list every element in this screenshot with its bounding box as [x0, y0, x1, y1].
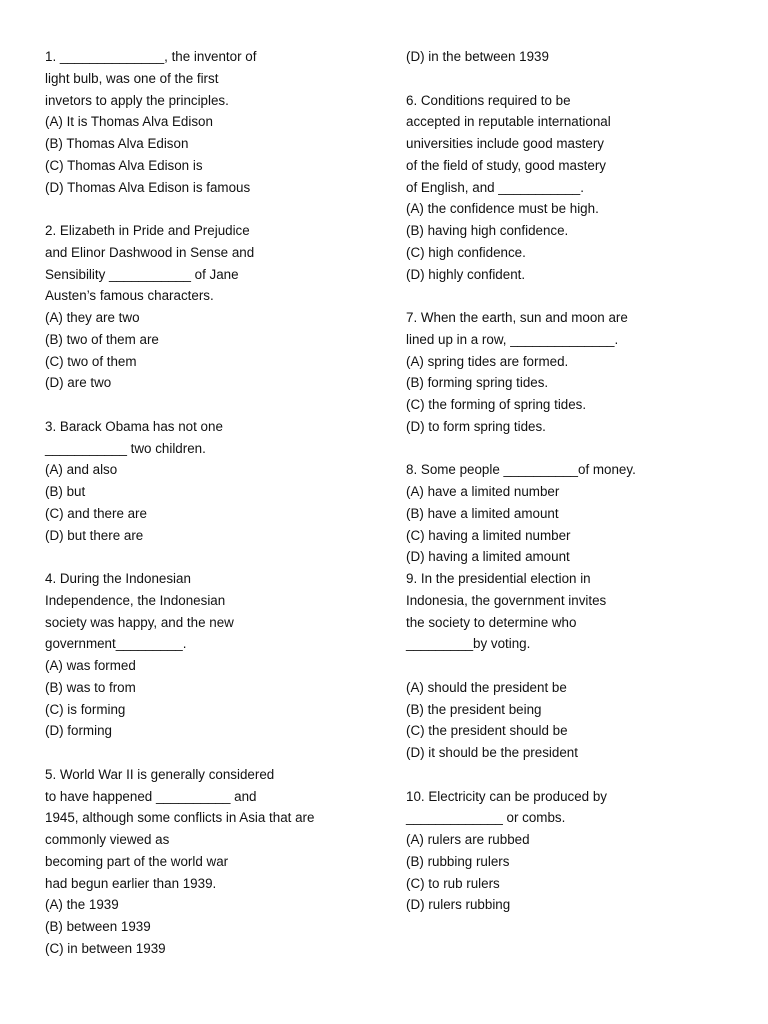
- question-text-line: of English, and ___________.: [406, 179, 584, 195]
- answer-option: (B) the president being: [406, 701, 542, 717]
- question-text-line: government_________.: [45, 636, 187, 652]
- answer-option: (A) spring tides are formed.: [406, 353, 569, 369]
- answer-option: (C) is forming: [45, 701, 126, 717]
- question-text-line: _________by voting.: [406, 636, 531, 652]
- spacer: [406, 764, 736, 786]
- question-block: [406, 90, 736, 286]
- answer-option: (B) Thomas Alva Edison: [45, 136, 189, 151]
- answer-option: (B) but: [45, 484, 86, 499]
- question-text-line: Sensibility ___________ of Jane: [45, 266, 239, 282]
- question-text-line: ___________ two children.: [45, 440, 206, 456]
- answer-option: (A) was formed: [45, 658, 136, 673]
- question-block: [406, 568, 736, 764]
- answer-option: (B) two of them are: [45, 331, 159, 347]
- answer-option: (A) have a limited number: [406, 484, 560, 499]
- answer-option: (C) the forming of spring tides.: [406, 397, 587, 412]
- question-block: [45, 568, 365, 742]
- question-text-line: 3. Barack Obama has not one: [45, 418, 223, 434]
- question-text-line: becoming part of the world war: [45, 853, 229, 869]
- answer-option: (D) highly confident.: [406, 266, 526, 282]
- left-column: [45, 46, 365, 960]
- spacer: [45, 394, 365, 416]
- spacer: [45, 198, 365, 220]
- question-text-line: of the field of study, good mastery: [406, 157, 606, 173]
- spacer: [406, 438, 736, 460]
- question-text-line: 8. Some people __________of money.: [406, 462, 636, 478]
- answer-option: (B) have a limited amount: [406, 505, 559, 521]
- answer-option: (B) forming spring tides.: [406, 375, 549, 391]
- answer-option: (C) two of them: [45, 353, 137, 369]
- answer-option: (A) rulers are rubbed: [406, 832, 530, 847]
- answer-option: (C) in between 1939: [45, 940, 166, 956]
- question-text-line: 1945, although some conflicts in Asia that are: [45, 810, 315, 826]
- question-text-line: invetors to apply the principles.: [45, 92, 229, 108]
- spacer: [45, 546, 365, 568]
- answer-option: (D) to form spring tides.: [406, 418, 546, 434]
- question-block: [45, 764, 365, 960]
- answer-option: (D) Thomas Alva Edison is famous: [45, 179, 251, 195]
- answer-option: (B) was to from: [45, 679, 136, 695]
- question-block: [406, 307, 736, 438]
- question-text-line: 2. Elizabeth in Pride and Prejudice: [45, 223, 250, 238]
- answer-option: (B) between 1939: [45, 919, 151, 934]
- question-text-line: Independence, the Indonesian: [45, 592, 226, 608]
- right-column: [406, 46, 736, 916]
- question-text-line: commonly viewed as: [45, 832, 170, 847]
- answer-option: (A) the confidence must be high.: [406, 201, 599, 217]
- question-text-line: 4. During the Indonesian: [45, 571, 191, 586]
- answer-option: (A) the 1939: [45, 897, 119, 913]
- answer-option: (C) and there are: [45, 505, 147, 521]
- question-text-line: had begun earlier than 1939.: [45, 875, 217, 891]
- question-block: [45, 46, 365, 198]
- answer-option: (B) rubbing rulers: [406, 853, 510, 869]
- answer-option: (C) having a limited number: [406, 527, 571, 543]
- answer-option: (A) should the president be: [406, 679, 567, 695]
- question-text-line: 9. In the presidential election in: [406, 571, 591, 586]
- question-text-line: lined up in a row, ______________.: [406, 331, 619, 347]
- answer-option: (D) in the between 1939: [406, 49, 549, 64]
- answer-option: (C) the president should be: [406, 723, 568, 739]
- answer-option: (D) rulers rubbing: [406, 897, 511, 913]
- spacer: [45, 742, 365, 764]
- question-block: [45, 220, 365, 394]
- question-text-line: 1. ______________, the inventor of: [45, 49, 257, 64]
- answer-option: (A) and also: [45, 462, 118, 478]
- answer-option: (C) high confidence.: [406, 244, 526, 260]
- answer-option: (A) they are two: [45, 310, 140, 325]
- question-block: [45, 416, 365, 547]
- question-text-line: society was happy, and the new: [45, 614, 234, 630]
- question-text-line: 10. Electricity can be produced by: [406, 788, 607, 804]
- question-text-line: 6. Conditions required to be: [406, 92, 571, 108]
- question-text-line: 5. World War II is generally considered: [45, 766, 275, 782]
- answer-option: (D) but there are: [45, 527, 144, 543]
- spacer: [406, 285, 736, 307]
- question-text-line: 7. When the earth, sun and moon are: [406, 310, 628, 325]
- question-text-line: and Elinor Dashwood in Sense and: [45, 244, 255, 260]
- answer-option: (D) it should be the president: [406, 745, 578, 760]
- answer-option: (D) forming: [45, 723, 112, 739]
- question-text-line: universities include good mastery: [406, 136, 604, 151]
- question-text-line: Austen’s famous characters.: [45, 288, 214, 304]
- answer-option: (B) having high confidence.: [406, 223, 569, 238]
- answer-option: (A) It is Thomas Alva Edison: [45, 114, 213, 130]
- question-text-line: the society to determine who: [406, 614, 577, 630]
- question-text-line: Indonesia, the government invites: [406, 592, 607, 608]
- answer-option: (C) Thomas Alva Edison is: [45, 157, 203, 173]
- question-block: [406, 786, 736, 917]
- answer-option: (D) are two: [45, 375, 112, 391]
- answer-option: (D) having a limited amount: [406, 549, 570, 565]
- question-block: [406, 46, 736, 68]
- question-text-line: accepted in reputable international: [406, 114, 611, 130]
- spacer: [406, 655, 736, 677]
- question-text-line: to have happened __________ and: [45, 788, 257, 804]
- question-text-line: _____________ or combs.: [406, 810, 566, 826]
- answer-option: (C) to rub rulers: [406, 875, 500, 891]
- spacer: [406, 68, 736, 90]
- question-block: [406, 459, 736, 568]
- question-text-line: light bulb, was one of the first: [45, 70, 219, 86]
